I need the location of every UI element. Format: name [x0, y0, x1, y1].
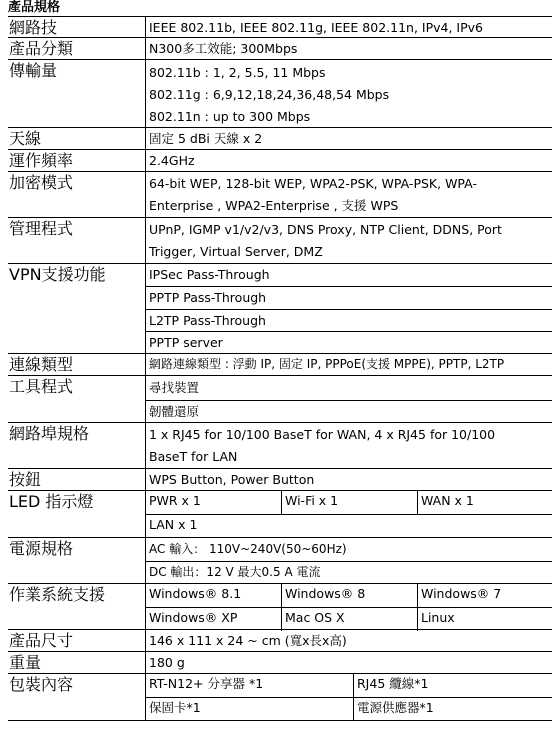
os-cell: Windows® 8.1	[149, 586, 242, 601]
row-label: 網路埠規格	[9, 424, 90, 443]
row-value: WPS Button, Power Button	[149, 472, 315, 487]
spec-row-ports	[8, 422, 552, 469]
row-label: VPN支援功能	[9, 265, 106, 284]
os-cell: Mac OS X	[285, 610, 345, 625]
row-label: 產品尺寸	[9, 631, 74, 650]
led-cell: PWR x 1	[149, 493, 201, 508]
spec-row-throughput	[8, 59, 552, 128]
row-label: 運作頻率	[9, 151, 74, 170]
spec-row-network-tech	[8, 16, 552, 38]
row-value-line: 802.11n : up to 300 Mbps	[149, 109, 311, 124]
row-value-line: UPnP, IGMP v1/v2/v3, DNS Proxy, NTP Client, DDNS, Port	[149, 222, 502, 237]
spec-row-frequency	[8, 149, 552, 172]
row-value: N300多工效能; 300Mbps	[149, 41, 298, 56]
row-value-line: 802.11g : 6,9,12,18,24,36,48,54 Mbps	[149, 87, 390, 102]
spec-row-antenna	[8, 127, 552, 150]
row-value: 180 g	[149, 655, 185, 670]
row-label: 電源規格	[9, 539, 74, 558]
row-value-line: AC 輸入： 110V~240V(50~60Hz)	[149, 542, 347, 556]
row-value-line: BaseT for LAN	[149, 449, 238, 464]
spec-row-buttons	[8, 468, 552, 491]
spec-row-management	[8, 217, 552, 264]
spec-row-category	[8, 37, 552, 60]
led-cells-row	[146, 514, 552, 539]
led-cell: WAN x 1	[421, 493, 474, 508]
row-value-line: 64-bit WEP, 128-bit WEP, WPA2-PSK, WPA-PSK, WPA-	[149, 176, 477, 191]
os-cell: Windows® 8	[285, 586, 366, 601]
led-cells-row	[146, 491, 552, 514]
row-label: 連線類型	[9, 355, 74, 374]
spec-row-weight	[8, 651, 552, 674]
os-cell: Windows® 7	[421, 586, 502, 601]
row-value-line: 1 x RJ45 for 10/100 BaseT for WAN, 4 x RJ45 for 10/100	[149, 427, 496, 442]
spec-row-os	[8, 583, 552, 630]
row-label: 傳輸量	[9, 61, 58, 80]
os-cell: Windows® XP	[149, 610, 238, 625]
row-value-line: Trigger, Virtual Server, DMZ	[149, 244, 323, 259]
row-value-line: 韌體還原	[149, 404, 200, 419]
row-value-line: Enterprise , WPA2-Enterprise , 支援 WPS	[149, 198, 399, 213]
os-cells-row	[146, 607, 552, 631]
row-label: 網路技	[9, 18, 58, 37]
spec-row-vpn	[8, 263, 552, 354]
row-value: 固定 5 dBi 天線 x 2	[149, 131, 263, 146]
row-label: 產品分類	[9, 39, 74, 58]
row-value-line: PPTP Pass-Through	[149, 290, 267, 305]
page-title: 產品規格	[8, 0, 61, 15]
row-value-line: PPTP server	[149, 335, 223, 350]
spec-row-encryption	[8, 171, 552, 218]
row-label: 天線	[9, 129, 42, 148]
row-label: 工具程式	[9, 377, 74, 396]
os-cells-row	[146, 584, 552, 607]
row-value: 網路連線類型 : 浮動 IP, 固定 IP, PPPoE(支援 MPPE), PPTP, L2TP	[149, 357, 505, 371]
package-cell: RT-N12+ 分享器 *1	[149, 676, 264, 691]
spec-row-package	[8, 673, 552, 721]
spec-row-connection	[8, 353, 552, 376]
spec-row-power	[8, 537, 552, 584]
row-label: 加密模式	[9, 173, 74, 192]
row-value-line: L2TP Pass-Through	[149, 313, 266, 328]
spec-row-led	[8, 490, 552, 538]
row-label: 作業系統支援	[9, 585, 106, 604]
row-value: 2.4GHz	[149, 153, 195, 168]
os-cell: Linux	[421, 610, 455, 625]
row-value: IEEE 802.11b, IEEE 802.11g, IEEE 802.11n, IPv4, IPv6	[149, 20, 484, 35]
row-value-line: DC 輸出：12 V 最大0.5 A 電流	[149, 565, 321, 579]
spec-row-tools	[8, 375, 552, 423]
package-cells-row	[146, 697, 552, 721]
row-label: 重量	[9, 653, 42, 672]
row-label: 按鈕	[9, 470, 42, 489]
package-cell: 保固卡*1	[149, 700, 201, 715]
row-label: 管理程式	[9, 219, 74, 238]
row-label: 包裝內容	[9, 675, 74, 694]
package-cells-row	[146, 674, 552, 697]
spec-table	[8, 16, 552, 734]
row-value: 146 x 111 x 24 ~ cm (寬x長x高)	[149, 633, 347, 648]
row-label: LED 指示燈	[9, 492, 94, 511]
row-value-line: 尋找裝置	[149, 380, 200, 395]
package-cell: 電源供應器*1	[357, 700, 434, 715]
led-cell: Wi-Fi x 1	[285, 493, 339, 508]
led-cell: LAN x 1	[149, 517, 198, 532]
spec-row-dimensions	[8, 629, 552, 652]
row-value-line: IPSec Pass-Through	[149, 267, 270, 282]
row-value-line: 802.11b : 1, 2, 5.5, 11 Mbps	[149, 65, 326, 80]
package-cell: RJ45 纜線*1	[357, 676, 429, 691]
